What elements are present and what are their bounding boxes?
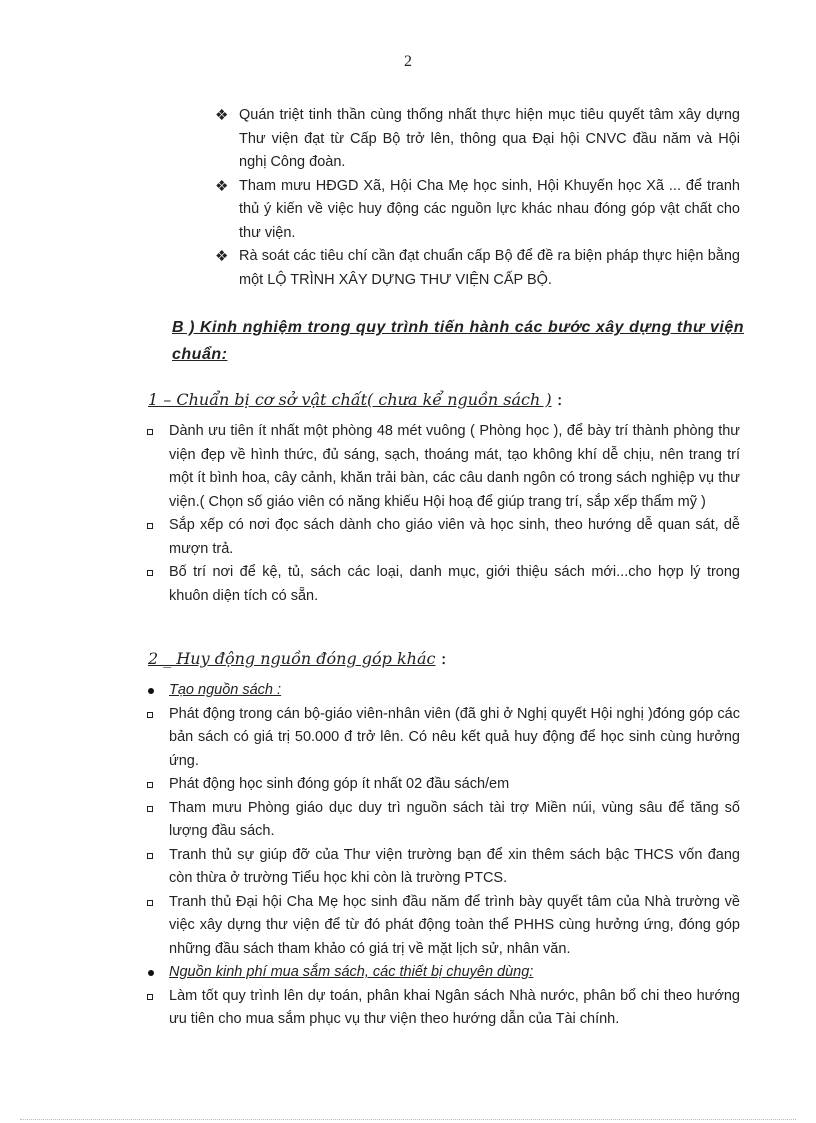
list-item (145, 985, 740, 1032)
section1-heading-text: 1 – Chuẩn bị cơ sở vật chất( chưa kể nguồn sách ) (148, 390, 552, 409)
list-item (215, 175, 740, 246)
square-bullet-icon (147, 570, 153, 576)
round-bullet-icon (148, 688, 154, 694)
page-bottom-divider (20, 1119, 796, 1120)
list-item (145, 514, 740, 561)
list-item (145, 844, 740, 891)
list-item-text: Tranh thủ sự giúp đỡ của Thư viện trường bạn để xin thêm sách bậc THCS vốn đang còn thừa ở trường Tiểu học khi còn là trường PTCS. (169, 846, 740, 886)
list-item-text: Làm tốt quy trình lên dự toán, phân khai Ngân sách Nhà nước, phân bổ chi theo hướng ưu tiên cho mua sắm phục vụ thư viện theo hướng dẫn của Tài chính. (169, 987, 740, 1027)
square-bullet-icon (147, 994, 153, 1000)
list-item-text: Phát động trong cán bộ-giáo viên-nhân viên (đã ghi ở Nghị quyết Hội nghị )đóng góp các bản sách có giá trị 50.000 đ trở lên. Có nêu kết quả huy động để học sinh cùng hưởng ứng. (169, 705, 740, 769)
list-item-text: Phát động học sinh đóng góp ít nhất 02 đầu sách/em (169, 776, 510, 792)
section1-list (145, 420, 740, 608)
list-item-text: Sắp xếp có nơi đọc sách dành cho giáo viên và học sinh, theo hướng dễ quan sát, dễ mượn trả. (169, 517, 740, 557)
list-item (145, 561, 740, 608)
square-bullet-icon (147, 782, 153, 788)
page-number: 2 (404, 53, 412, 70)
square-bullet-icon (147, 712, 153, 718)
round-bullet-icon (148, 970, 154, 976)
list-item (215, 245, 740, 292)
list-item (145, 420, 740, 514)
square-bullet-icon (147, 429, 153, 435)
diamond-bullet-icon: ❖ (215, 248, 229, 265)
diamond-bullet-icon: ❖ (215, 107, 229, 124)
section-b-title: B ) Kinh nghiệm trong quy trình tiến hành các bước xây dựng thư viện chuẩn: (172, 319, 744, 363)
section1-heading (148, 389, 563, 410)
subheading-text: Tạo nguồn sách : (169, 682, 282, 698)
subheading-item (145, 679, 740, 703)
list-item (145, 891, 740, 962)
list-item-text: Dành ưu tiên ít nhất một phòng 48 mét vuông ( Phòng học ), để bày trí thành phòng thư viện đẹp về hình thức, đủ sáng, sạch, thoáng mát, tạo không khí dễ chịu, nên trang trí một ít bình hoa, cây cảnh, khăn trải bàn, các câu danh ngôn có trong sách nghiệp vụ thư viện.( Chọn số giáo viên có năng khiếu Hội hoạ để giúp trang trí, sắp xếp thẩm mỹ ) (169, 423, 740, 510)
section1-heading-colon: : (556, 389, 563, 410)
list-item-text: Rà soát các tiêu chí cần đạt chuẩn cấp Bộ để đề ra biện pháp thực hiện bằng một LỘ TRÌNH XÂY DỰNG THƯ VIỆN CẤP BỘ. (239, 248, 740, 288)
list-item (145, 703, 740, 774)
list-item-text: Bố trí nơi để kệ, tủ, sách các loại, danh mục, giới thiệu sách mới...cho hợp lý trong khuôn diện tích có sẵn. (169, 564, 740, 604)
subheading-item (145, 961, 740, 985)
section2-heading (148, 648, 447, 669)
subheading-text: Nguồn kinh phí mua sắm sách, các thiết bị chuyên dùng: (169, 964, 534, 980)
square-bullet-icon (147, 900, 153, 906)
section2-heading-colon: : (440, 648, 447, 669)
section2-list (145, 679, 740, 1032)
list-item-text: Tham mưu HĐGD Xã, Hội Cha Mẹ học sinh, Hội Khuyến học Xã ... để tranh thủ ý kiến về việc huy động các nguồn lực khác nhau đóng góp vật chất cho thư viện. (239, 177, 740, 241)
list-item (145, 773, 740, 797)
list-item-text: Tham mưu Phòng giáo dục duy trì nguồn sách tài trợ Miền núi, vùng sâu để tăng số lượng đầu sách. (169, 799, 740, 839)
square-bullet-icon (147, 523, 153, 529)
square-bullet-icon (147, 806, 153, 812)
list-item (145, 797, 740, 844)
diamond-bullet-icon: ❖ (215, 177, 229, 195)
intro-bullet-list (215, 104, 740, 292)
list-item (215, 104, 740, 175)
square-bullet-icon (147, 853, 153, 859)
list-item-text: Tranh thủ Đại hội Cha Mẹ học sinh đầu năm để trình bày quyết tâm của Nhà trường về việc xây dựng thư viện để từ đó phát động toàn thể PHHS cùng hưởng ứng, đóng góp những đầu sách tham khảo có giá trị về mặt lịch sử, nhân văn. (169, 893, 740, 957)
section2-heading-text: 2 _ Huy động nguồn đóng góp khác (148, 649, 436, 668)
list-item-text: Quán triệt tinh thần cùng thống nhất thực hiện mục tiêu quyết tâm xây dựng Thư viện đạt từ Cấp Bộ trở lên, thông qua Đại hội CNVC đầu năm và Hội nghị Công đoàn. (239, 107, 740, 170)
